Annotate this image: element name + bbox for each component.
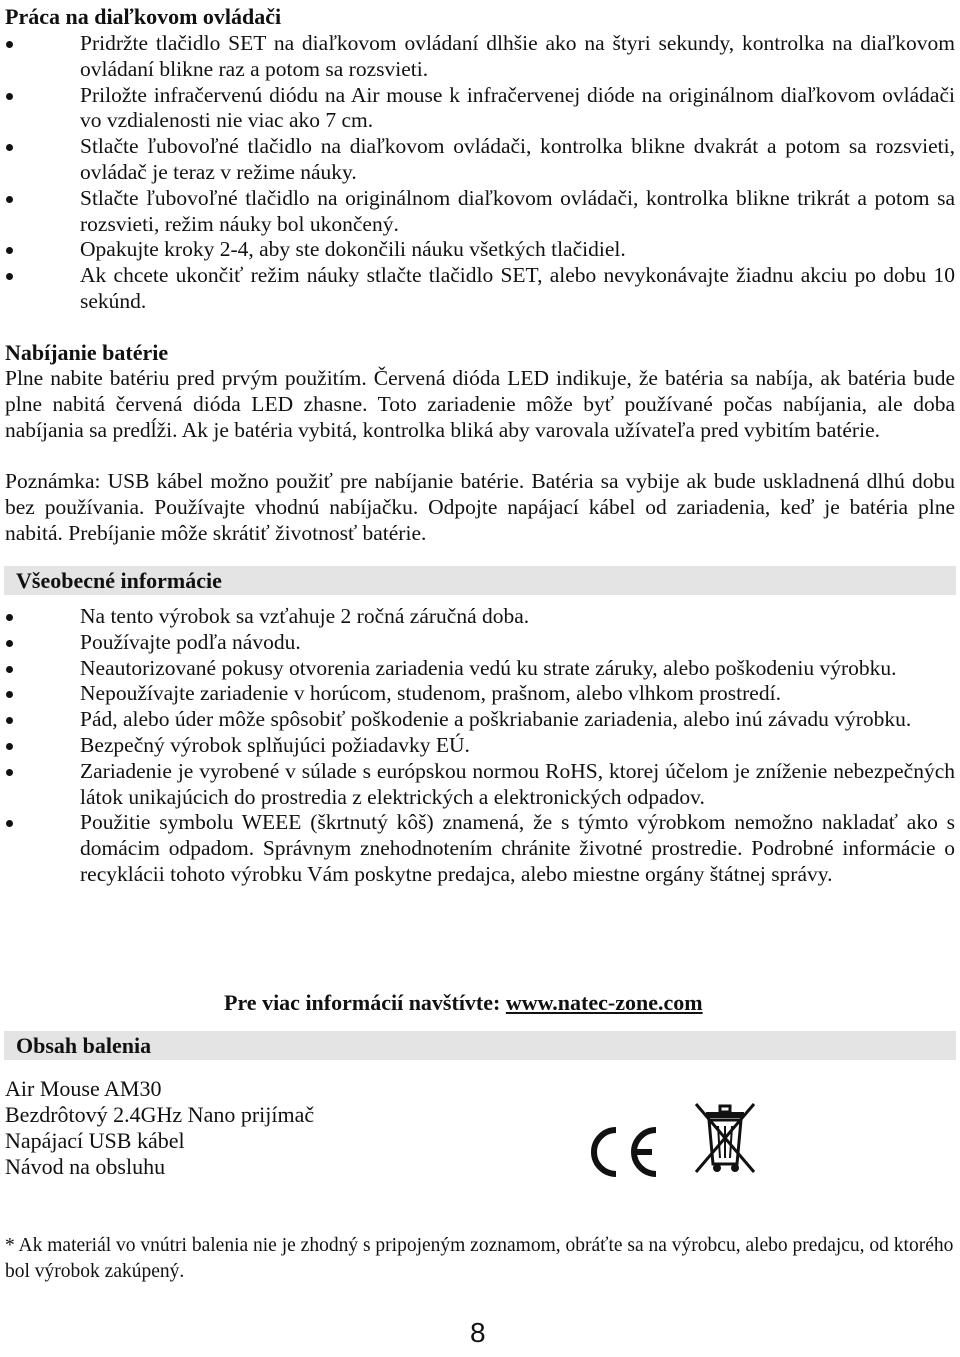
list-item: Stlačte ľubovoľné tlačidlo na diaľkovom ovládači, kontrolka blikne dvakrát a potom sa rozsvieti, ovládač je teraz v režime náuky. xyxy=(0,134,955,186)
section-title-general: Všeobecné informácie xyxy=(4,566,956,595)
bullet-icon xyxy=(6,769,13,776)
section-title-package: Obsah balenia xyxy=(4,1031,956,1060)
bullet-icon xyxy=(6,41,13,48)
list-item: Používajte podľa návodu. xyxy=(0,630,955,656)
list-item: Zariadenie je vyrobené v súlade s európskou normou RoHS, ktorej účelom je zníženie nebezpečných látok unikajúcich do prostredia z elektrických a elektronických odpadov. xyxy=(0,759,955,811)
list-item: Priložte infračervenú diódu na Air mouse k infračervenej dióde na originálnom diaľkovom ovládači vo vzdialenosti nie viac ako 7 cm. xyxy=(0,83,955,135)
page-number: 8 xyxy=(470,1317,486,1348)
more-info-line xyxy=(224,990,703,1016)
list-item: Návod na obsluhu xyxy=(5,1154,166,1179)
list-item: Použitie symbolu WEEE (škrtnutý kôš) znamená, že s týmto výrobkom nemožno nakladať ako s domácim odpadom. Správnym znehodnotením chránite životné prostredie. Podrobné informácie o recyklácii tohoto výrobku Vám poskytne predajca, alebo miestne orgány štátnej správy. xyxy=(0,810,955,887)
bullet-icon xyxy=(6,247,13,254)
ce-mark-icon xyxy=(582,1122,662,1182)
bullet-icon xyxy=(6,717,13,724)
bullet-icon xyxy=(6,93,13,100)
list-item: Pridržte tlačidlo SET na diaľkovom ovládaní dlhšie ako na štyri sekundy, kontrolka na diaľkovom ovládaní blikne raz a potom sa rozsvieti. xyxy=(0,31,955,83)
list-item: Stlačte ľubovoľné tlačidlo na originálnom diaľkovom ovládači, kontrolka blikne trikrát a potom sa rozsvieti, režim náuky bol ukončený. xyxy=(0,186,955,238)
list-item: Pád, alebo úder môže spôsobiť poškodenie a poškriabanie zariadenia, alebo inú závadu výrobku. xyxy=(0,707,955,733)
list-item: Bezdrôtový 2.4GHz Nano prijímač xyxy=(5,1102,315,1127)
more-info-label: Pre viac informácií navštívte: xyxy=(224,990,501,1015)
bullet-icon xyxy=(6,196,13,203)
bullet-icon xyxy=(6,743,13,750)
list-item: Air Mouse AM30 xyxy=(5,1076,162,1101)
bullet-icon xyxy=(6,691,13,698)
section-title-remote: Práca na diaľkovom ovládači xyxy=(5,4,282,29)
bullet-icon xyxy=(6,273,13,280)
section-title-charging: Nabíjanie batérie xyxy=(5,340,169,365)
package-contents-list xyxy=(5,1076,314,1180)
list-item: Neautorizované pokusy otvorenia zariadenia vedú ku strate záruky, alebo poškodeniu výrobku. xyxy=(0,656,955,682)
charging-paragraph: Plne nabite batériu pred prvým použitím. Červená dióda LED indikuje, že batéria sa nabíja, ak batéria bude plne nabitá červená dióda LED zhasne. Toto zariadenie môže byť používané počas nabíjania, ale doba nabíjania sa predĺži. Ak je batéria vybitá, kontrolka bliká aby varovala užívateľa pred vybitím batérie. xyxy=(5,366,955,442)
list-item: Nepoužívajte zariadenie v horúcom, studenom, prašnom, alebo vlhkom prostredí. xyxy=(0,681,955,707)
remote-steps-list xyxy=(0,31,955,315)
general-info-list xyxy=(0,604,955,888)
crossed-out-bin-icon xyxy=(690,1098,760,1184)
bullet-icon xyxy=(6,640,13,647)
charging-note: Poznámka: USB kábel možno použiť pre nabíjanie batérie. Batéria sa vybije ak bude uskladnená dlhú dobu bez používania. Používajte vhodnú nabíjačku. Odpojte napájací kábel od zariadenia, keď je batéria plne nabitá. Prebíjanie môže skrátiť životnosť batérie. xyxy=(5,469,955,545)
list-item: Opakujte kroky 2-4, aby ste dokončili náuku všetkých tlačidiel. xyxy=(0,237,955,263)
bullet-icon xyxy=(6,820,13,827)
footnote: * Ak materiál vo vnútri balenia nie je zhodný s pripojeným zoznamom, obráťte sa na výrobcu, alebo predajcu, od ktorého bol výrobok zakúpený. xyxy=(5,1235,954,1282)
list-item: Bezpečný výrobok splňujúci požiadavky EÚ. xyxy=(0,733,955,759)
list-item: Ak chcete ukončiť režim náuky stlačte tlačidlo SET, alebo nevykonávajte žiadnu akciu po dobu 10 sekúnd. xyxy=(0,263,955,315)
bullet-icon xyxy=(6,666,13,673)
list-item: Na tento výrobok sa vzťahuje 2 ročná záručná doba. xyxy=(0,604,955,630)
bullet-icon xyxy=(6,144,13,151)
list-item: Napájací USB kábel xyxy=(5,1128,185,1153)
website-link[interactable]: www.natec-zone.com xyxy=(505,990,703,1015)
bullet-icon xyxy=(6,614,13,621)
